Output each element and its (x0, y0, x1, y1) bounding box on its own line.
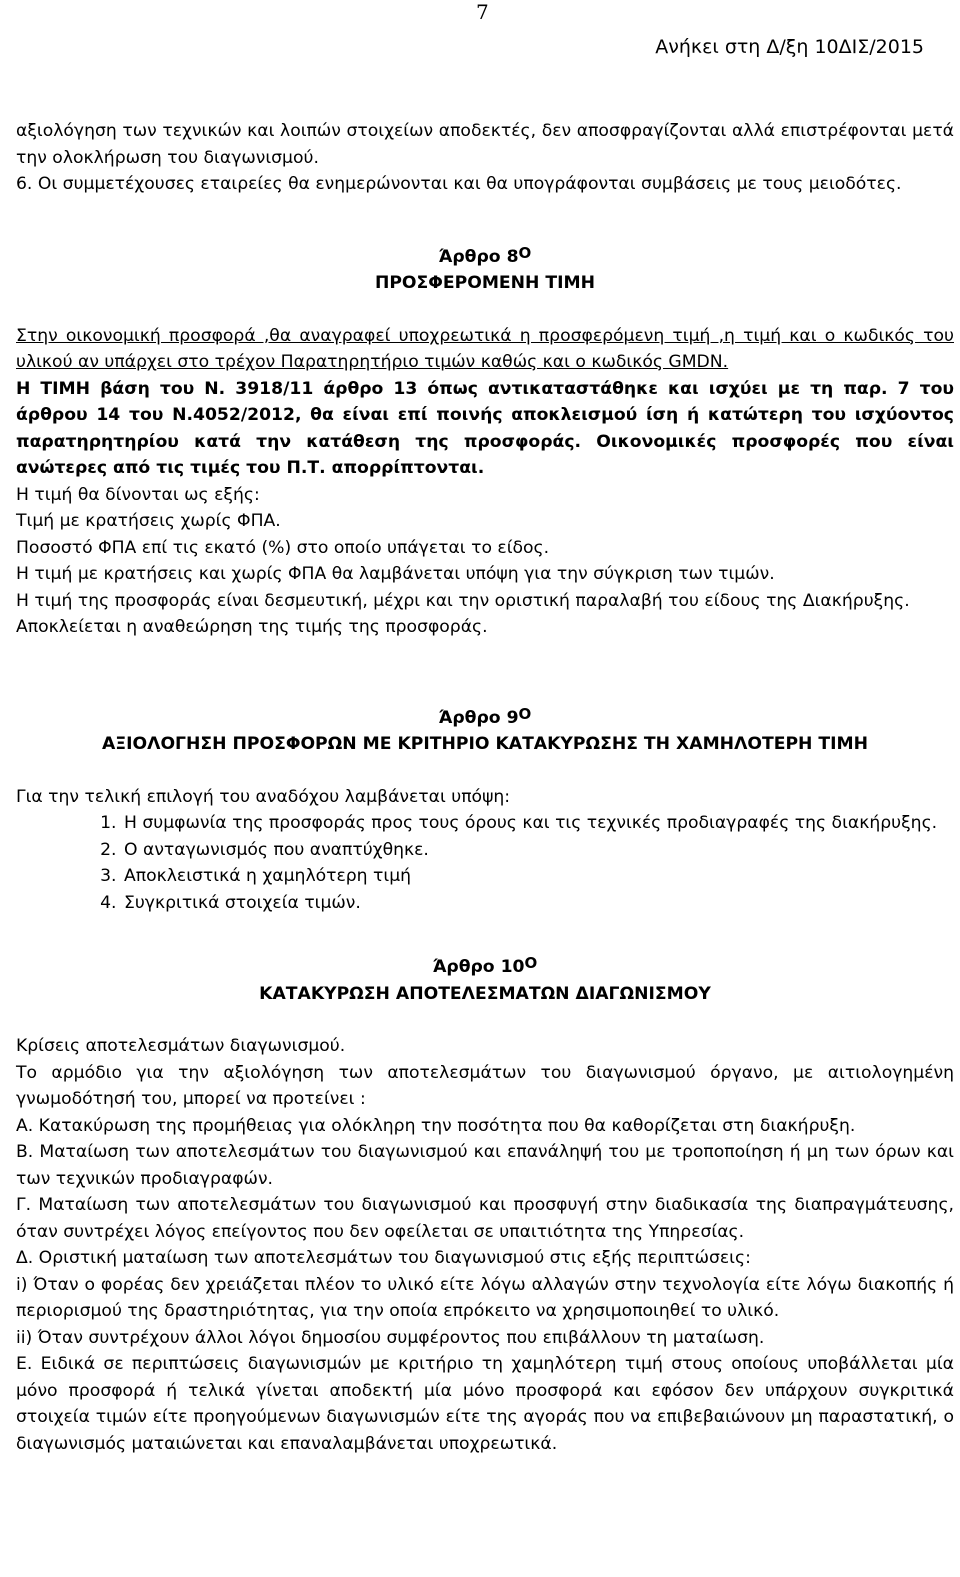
article-10-item-d-i: i) Όταν ο φορέας δεν χρειάζεται πλέον το υλικό είτε λόγω αλλαγών στην τεχνολογία είτε λόγω διακοπής ή περιορισμού της δραστηριότητας, για την οποία επρόκειτο να χρησιμοποιηθεί το υλικό. (16, 1274, 954, 1321)
article-10-item-a: Α. Κατακύρωση της προμήθειας για ολόκληρη την ποσότητα που θα καθορίζεται στη διακήρυξη. (16, 1115, 856, 1136)
list-item: 1. Η συμφωνία της προσφοράς προς τους όρους και τις τεχνικές προδιαγραφές της διακήρυξης. (122, 810, 954, 837)
document-body (16, 118, 954, 1457)
list-item: 2. Ο ανταγωνισμός που αναπτύχθηκε. (122, 837, 954, 864)
item-6-paragraph: 6. Οι συμμετέχουσες εταιρείες θα ενημερώνονται και θα υπογράφονται συμβάσεις με τους μειοδότες. (16, 174, 902, 194)
article-10-heading: ΚΑΤΑΚΥΡΩΣΗ ΑΠΟΤΕΛΕΣΜΑΤΩΝ ΔΙΑΓΩΝΙΣΜΟΥ (259, 983, 711, 1004)
article-8-line-1: Η τιμή θα δίνονται ως εξής: (16, 484, 260, 505)
article-10-item-b: Β. Ματαίωση των αποτελεσμάτων του διαγωνισμού και επανάληψή του με τροποποίηση ή μη των όρων και των τεχνικών προδιαγραφών. (16, 1142, 954, 1189)
list-item: 4. Συγκριτικά στοιχεία τιμών. (122, 890, 954, 917)
article-10-paragraph-1: Κρίσεις αποτελεσμάτων διαγωνισμού. (16, 1036, 346, 1056)
list-item: 3. Αποκλειστικά η χαμηλότερη τιμή (122, 863, 954, 890)
article-9-heading: ΑΞΙΟΛΟΓΗΣΗ ΠΡΟΣΦΟΡΩΝ ΜΕ ΚΡΙΤΗΡΙΟ ΚΑΤΑΚΥΡΩΣΗΣ ΤΗ ΧΑΜΗΛΟΤΕΡΗ ΤΙΜΗ (101, 734, 869, 754)
article-8-line-5: Η τιμή της προσφοράς είναι δεσμευτική, μέχρι και την οριστική παραλαβή του είδους της Διακήρυξης. (16, 590, 910, 611)
document-reference: Ανήκει στη Δ/ξη 10ΔΙΣ/2015 (655, 36, 924, 58)
article-10-item-d-ii: ii) Όταν συντρέχουν άλλοι λόγοι δημοσίου συμφέροντος που επιβάλλουν τη ματαίωση. (16, 1327, 765, 1348)
article-8-line-6: Αποκλείεται η αναθεώρηση της τιμής της προσφοράς. (16, 617, 488, 637)
article-10-superscript: Ο (524, 954, 538, 972)
article-8-underlined-paragraph: Στην οικονομική προσφορά ,θα αναγραφεί υποχρεωτικά η προσφερόμενη τιμή ,η τιμή και ο κωδικός του υλικού αν υπάρχει στο τρέχον Παρατηρητήριο τιμών καθώς και ο κωδικός GMDN. (16, 325, 954, 372)
article-10-paragraph-2: Το αρμόδιο για την αξιολόγηση των αποτελεσμάτων του διαγωνισμού όργανο, με αιτιολογημένη γνωμοδότησή του, μπορεί να προτείνει : (16, 1062, 954, 1109)
page-number: 7 (476, 0, 489, 24)
article-10-item-d: Δ. Οριστική ματαίωση των αποτελεσμάτων του διαγωνισμού στις εξής περιπτώσεις: (16, 1248, 751, 1268)
article-8-superscript: Ο (518, 243, 532, 262)
article-8-title (16, 244, 954, 271)
article-8-line-4: Η τιμή με κρατήσεις και χωρίς ΦΠΑ θα λαμβάνεται υπόψη για την σύγκριση των τιμών. (16, 564, 775, 584)
article-9-superscript: Ο (518, 704, 532, 723)
article-8-heading: ΠΡΟΣΦΕΡΟΜΕΝΗ ΤΙΜΗ (374, 273, 596, 293)
article-9-title (16, 705, 954, 732)
article-8-label: Άρθρο 8 (438, 246, 519, 267)
article-8-line-2: Τιμή με κρατήσεις χωρίς ΦΠΑ. (16, 511, 281, 531)
article-8-bold-paragraph: Η ΤΙΜΗ βάση του Ν. 3918/11 άρθρο 13 όπως αντικαταστάθηκε και ισχύει με τη παρ. 7 του άρθρου 14 του Ν.4052/2012, θα είναι επί ποινής αποκλεισμού ίση ή κατώτερη του ισχύοντος παρατηρητηρίου κατά την κατάθεση της προσφοράς. Οικονομικές προσφορές που είναι ανώτερες από τις τιμές του Π.Τ. απορρίπτονται. (16, 378, 954, 478)
article-8-line-3: Ποσοστό ΦΠΑ επί τις εκατό (%) στο οποίο υπάγεται το είδος. (16, 537, 550, 558)
article-9-intro: Για την τελική επιλογή του αναδόχου λαμβάνεται υπόψη: (16, 786, 511, 807)
article-10-label: Άρθρο 10 (432, 957, 525, 977)
article-9-criteria-list (16, 810, 954, 916)
article-10-title (16, 954, 954, 981)
article-10-item-e: Ε. Ειδικά σε περιπτώσεις διαγωνισμών με κριτήριο τη χαμηλότερη τιμή στους οποίους υποβάλλεται μία μόνο προσφορά ή τελικά γίνεται αποδεκτή μία μόνο προσφορά και εφόσον δεν υπάρχουν συγκριτικά στοιχεία τιμών είτε προηγούμενων διαγωνισμών είτε της αγοράς που να επιβεβαιώνουν μη παραστατική, ο διαγωνισμός ματαιώνεται και επαναλαμβάνεται υποχρεωτικά. (16, 1354, 954, 1454)
article-10-item-g: Γ. Ματαίωση των αποτελεσμάτων του διαγωνισμού και προσφυγή στην διαδικασία της διαπραγμάτευσης, όταν συντρέχει λόγος επείγοντος που δεν οφείλεται σε υπαιτιότητα της Υπηρεσίας. (16, 1195, 954, 1242)
intro-paragraph: αξιολόγηση των τεχνικών και λοιπών στοιχείων αποδεκτές, δεν αποσφραγίζονται αλλά επιστρέφονται μετά την ολοκλήρωση του διαγωνισμού. (16, 121, 954, 168)
article-9-label: Άρθρο 9 (438, 707, 519, 728)
